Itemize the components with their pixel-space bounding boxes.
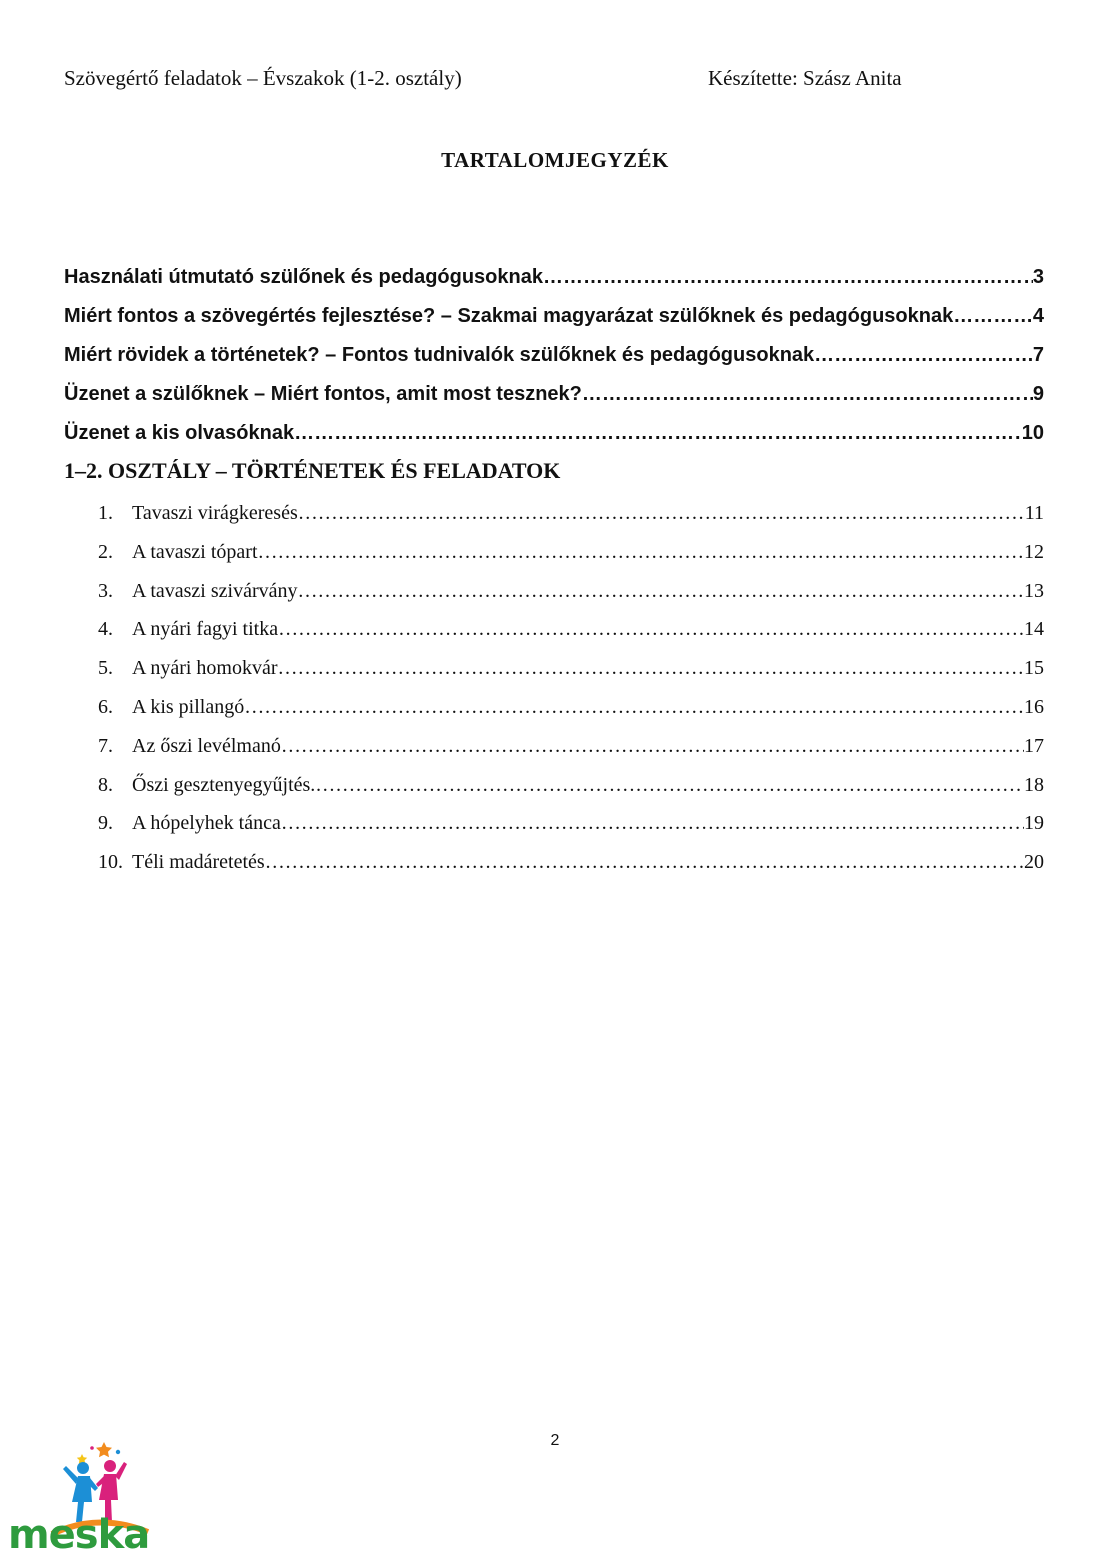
toc-title: TARTALOMJEGYZÉK — [441, 148, 669, 172]
toc-story-entry — [98, 498, 1044, 537]
toc-entry-label: Miért fontos a szövegértés fejlesztése? – Szakmai magyarázat szülőknek és pedagógusoknak — [64, 305, 954, 327]
toc-leader-dots — [281, 808, 1024, 838]
toc-story-entry — [98, 770, 1044, 809]
toc-story-label: A nyári fagyi titka — [132, 618, 279, 641]
toc-entry-label: Miért rövidek a történetek? – Fontos tudnivalók szülőknek és pedagógusoknak — [64, 344, 815, 366]
toc-story-number: 10. — [98, 851, 123, 874]
toc-story-number: 1. — [98, 502, 113, 524]
document-header-author: Készítette: Szász Anita — [708, 66, 902, 90]
toc-story-entry — [98, 847, 1044, 886]
toc-leader-dots — [298, 498, 1025, 528]
toc-story-list — [98, 498, 1044, 886]
toc-story-page: 12 — [1024, 540, 1044, 563]
toc-story-label: Őszi gesztenyegyűjtés. — [132, 773, 316, 796]
toc-story-page: 15 — [1024, 657, 1044, 680]
toc-story-label: A tavaszi szivárvány — [132, 579, 298, 602]
toc-story-page: 20 — [1024, 851, 1044, 874]
page-number: 2 — [550, 1432, 560, 1449]
section-heading: 1–2. OSZTÁLY – TÖRTÉNETEK ÉS FELADATOK — [64, 458, 561, 483]
toc-story-number: 7. — [98, 734, 113, 757]
toc-story-number: 5. — [98, 657, 113, 680]
toc-story-number: 3. — [98, 579, 113, 602]
document-header-title: Szövegértő feladatok – Évszakok (1-2. osztály) — [64, 66, 462, 90]
star-icon — [116, 1450, 120, 1454]
toc-story-entry — [98, 692, 1044, 731]
toc-entry-page: 3 — [1032, 266, 1044, 288]
toc-leader-dots — [582, 379, 1033, 409]
toc-entry-page: 10 — [1021, 422, 1044, 444]
toc-story-page: 11 — [1024, 502, 1044, 524]
toc-story-page: 17 — [1024, 734, 1044, 757]
toc-entry-label: Használati útmutató szülőnek és pedagógusoknak……… — [64, 266, 603, 288]
toc-leader-dots — [265, 847, 1024, 877]
toc-entry — [64, 379, 1044, 418]
toc-leader-dots — [298, 576, 1025, 606]
toc-leader-dots — [294, 418, 1022, 448]
toc-story-entry — [98, 614, 1044, 653]
toc-story-page: 18 — [1024, 773, 1044, 796]
toc-leader-dots — [315, 770, 1024, 800]
toc-entry — [64, 418, 1044, 457]
toc-leader-dots — [953, 301, 1033, 331]
toc-entry — [64, 262, 1044, 301]
toc-story-page: 16 — [1024, 695, 1044, 718]
toc-story-label: Az őszi levélmanó — [132, 734, 281, 757]
toc-story-page: 13 — [1024, 579, 1044, 602]
toc-entry-label: Üzenet a szülőknek – Miért fontos, amit most tesznek? — [64, 383, 582, 405]
toc-entry — [64, 301, 1044, 340]
toc-leader-dots — [281, 731, 1024, 761]
toc-story-number: 8. — [98, 773, 113, 796]
toc-story-number: 6. — [98, 695, 113, 718]
toc-story-label: Téli madáretetés — [132, 851, 265, 874]
toc-entry — [64, 340, 1044, 379]
toc-leader-dots — [278, 614, 1024, 644]
logo-wordmark: meska — [8, 1512, 150, 1558]
toc-entry-label: Üzenet a kis olvasóknak — [64, 422, 295, 444]
meska-logo — [8, 1432, 178, 1558]
toc-story-entry — [98, 731, 1044, 770]
toc-leader-dots — [244, 692, 1024, 722]
toc-story-entry — [98, 576, 1044, 615]
toc-story-number: 9. — [98, 812, 113, 835]
toc-leader-dots — [814, 340, 1033, 370]
toc-story-entry — [98, 808, 1044, 847]
toc-story-entry — [98, 537, 1044, 576]
toc-story-entry — [98, 653, 1044, 692]
toc-story-label: A hópelyhek tánca — [132, 812, 281, 835]
toc-entry-page: 4 — [1032, 305, 1044, 327]
star-icon — [96, 1442, 112, 1457]
toc-leader-dots — [278, 653, 1024, 683]
toc-leader-dots — [258, 537, 1024, 567]
toc-story-label: Tavaszi virágkeresés — [132, 502, 298, 524]
toc-story-label: A kis pillangó — [132, 695, 245, 718]
toc-story-page: 19 — [1024, 812, 1044, 835]
child-figure-icon — [104, 1460, 116, 1472]
toc-story-label: A nyári homokvár — [132, 657, 278, 680]
star-icon — [90, 1446, 94, 1450]
toc-story-number: 4. — [98, 618, 113, 641]
toc-entry-page: 7 — [1032, 344, 1044, 366]
child-figure-icon — [77, 1462, 89, 1474]
toc-story-number: 2. — [98, 540, 113, 563]
toc-leader-dots — [603, 262, 1033, 292]
toc-story-label: A tavaszi tópart — [132, 540, 258, 563]
toc-story-page: 14 — [1024, 618, 1044, 641]
toc-entry-page: 9 — [1032, 383, 1044, 405]
toc-main-list — [64, 262, 1044, 457]
